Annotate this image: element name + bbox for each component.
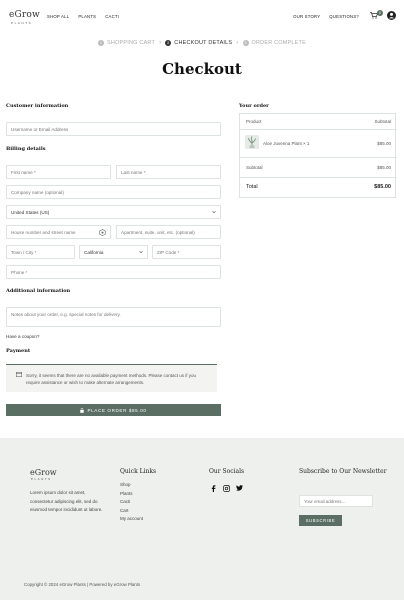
customer-info-heading: Customer information: [6, 103, 69, 109]
payment-notice: [6, 364, 217, 392]
product-thumbnail[interactable]: [245, 135, 259, 149]
checkout-steps: [0, 40, 404, 46]
first-name-input[interactable]: First name *: [6, 165, 111, 179]
facebook-icon[interactable]: [209, 484, 217, 492]
payment-notice-text: Sorry, it seems that there are no available payment methods. Please contact us if you require assistance or wish to make alternate arrangements.: [26, 373, 197, 385]
username-input[interactable]: Username or Email Address: [6, 122, 221, 136]
secondary-nav: [293, 14, 359, 19]
billing-heading: Billing details: [6, 146, 46, 152]
socials-title: Our Socials: [209, 468, 245, 475]
step-order-complete: [243, 40, 306, 46]
footer-logo-sub: PLANTS: [31, 477, 52, 481]
nav-shop-all[interactable]: SHOP ALL: [47, 14, 70, 19]
city-input[interactable]: Town / City *: [6, 245, 75, 259]
footer-link-cart[interactable]: Cart: [120, 507, 129, 513]
step-number: 1: [99, 40, 103, 45]
site-footer: [0, 438, 404, 600]
zip-input[interactable]: ZIP Code *: [152, 245, 221, 259]
nav-our-story[interactable]: OUR STORY: [293, 14, 321, 19]
col-subtotal: Subtotal: [374, 119, 391, 124]
step-label: SHOPPING CART: [107, 40, 156, 46]
footer-logo-name: eGrow: [30, 468, 57, 477]
order-summary: [239, 113, 396, 198]
total-label: Total: [246, 184, 258, 190]
chevron-right-icon: ›: [159, 40, 162, 46]
col-product: Product: [246, 119, 262, 124]
logo-sub: PLANTS: [11, 21, 33, 25]
newsletter-email-input[interactable]: Your email address...: [299, 495, 373, 507]
copyright-text: Copyright © 2024 eGrow Plants | Powered by eGrow Plants: [24, 582, 141, 587]
page-title: Checkout: [162, 60, 242, 78]
card-icon: [16, 372, 22, 377]
company-input[interactable]: Company name (optional): [6, 185, 221, 199]
chevron-down-icon: [139, 250, 143, 254]
subtotal-row: [240, 158, 397, 178]
nav-cacti[interactable]: CACTI: [105, 14, 120, 19]
your-order-heading: Your order: [239, 103, 269, 109]
chevron-right-icon: ›: [236, 40, 239, 46]
account-icon[interactable]: [387, 11, 396, 20]
step-label: ORDER COMPLETE: [251, 40, 306, 46]
step-number: 3: [244, 40, 247, 45]
logo-name: eGrow: [9, 10, 40, 20]
footer-link-my-account[interactable]: My account: [120, 516, 144, 521]
nav-plants[interactable]: PLANTS: [78, 14, 97, 19]
lock-icon: [80, 408, 84, 413]
order-item-row: [240, 130, 397, 158]
instagram-icon[interactable]: [222, 484, 230, 492]
site-logo[interactable]: [9, 10, 40, 25]
newsletter-title: Subscribe to Our Newsletter: [299, 468, 387, 475]
place-order-button[interactable]: [6, 404, 221, 416]
twitter-icon[interactable]: [235, 484, 243, 492]
state-value: California: [84, 249, 104, 255]
item-price: $85.00: [377, 141, 391, 146]
quick-links-title: Quick Links: [120, 468, 157, 475]
item-name[interactable]: Aloe Juvenna Plant × 1: [263, 141, 310, 146]
state-select[interactable]: [79, 245, 148, 259]
main-nav: [47, 14, 119, 19]
subtotal-label: Subtotal: [246, 165, 263, 170]
nav-questions[interactable]: QUESTIONS?: [329, 14, 359, 19]
step-shopping-cart[interactable]: [98, 40, 155, 46]
footer-logo[interactable]: [30, 468, 57, 481]
footer-link-shop[interactable]: Shop: [120, 482, 131, 487]
place-order-label: PLACE ORDER $85.00: [87, 407, 147, 413]
apartment-input[interactable]: Apartment, suite, unit, etc. (optional): [116, 225, 221, 239]
country-value: United States (US): [11, 209, 50, 215]
payment-heading: Payment: [6, 348, 31, 354]
subscribe-button[interactable]: SUBSCRIBE: [299, 515, 342, 526]
chevron-down-icon: [212, 210, 216, 214]
order-notes-textarea[interactable]: Notes about your order, e.g. special notes for delivery.: [6, 307, 221, 327]
order-header-row: [240, 114, 397, 130]
address-placeholder: House number and street name: [11, 229, 76, 235]
location-pin-icon[interactable]: [99, 229, 106, 236]
plant-icon: [245, 135, 259, 149]
step-checkout-details[interactable]: [165, 40, 232, 46]
total-row: [240, 178, 397, 198]
subtotal-value: $85.00: [377, 165, 391, 170]
quick-links: [120, 481, 143, 524]
additional-info-heading: Additional information: [6, 288, 71, 294]
last-name-input[interactable]: Last name *: [116, 165, 221, 179]
address-input[interactable]: [6, 225, 111, 239]
footer-description: Lorem ipsum dolor sit amet, consectetur adipiscing elit, sed do eiusmod tempor incididunt ut labore.: [30, 490, 103, 512]
coupon-link[interactable]: Have a coupon?: [6, 334, 40, 339]
footer-link-cacti[interactable]: Cacti: [120, 499, 131, 504]
step-label: CHECKOUT DETAILS: [174, 40, 233, 46]
phone-input[interactable]: Phone *: [6, 265, 221, 279]
cart-count-badge: 0: [377, 10, 383, 16]
social-links: [209, 484, 243, 492]
footer-link-plants[interactable]: Plants: [120, 490, 133, 496]
country-select[interactable]: [6, 205, 221, 219]
step-number: 2: [167, 40, 170, 45]
site-header: [0, 0, 404, 36]
total-value: $85.00: [374, 184, 391, 190]
